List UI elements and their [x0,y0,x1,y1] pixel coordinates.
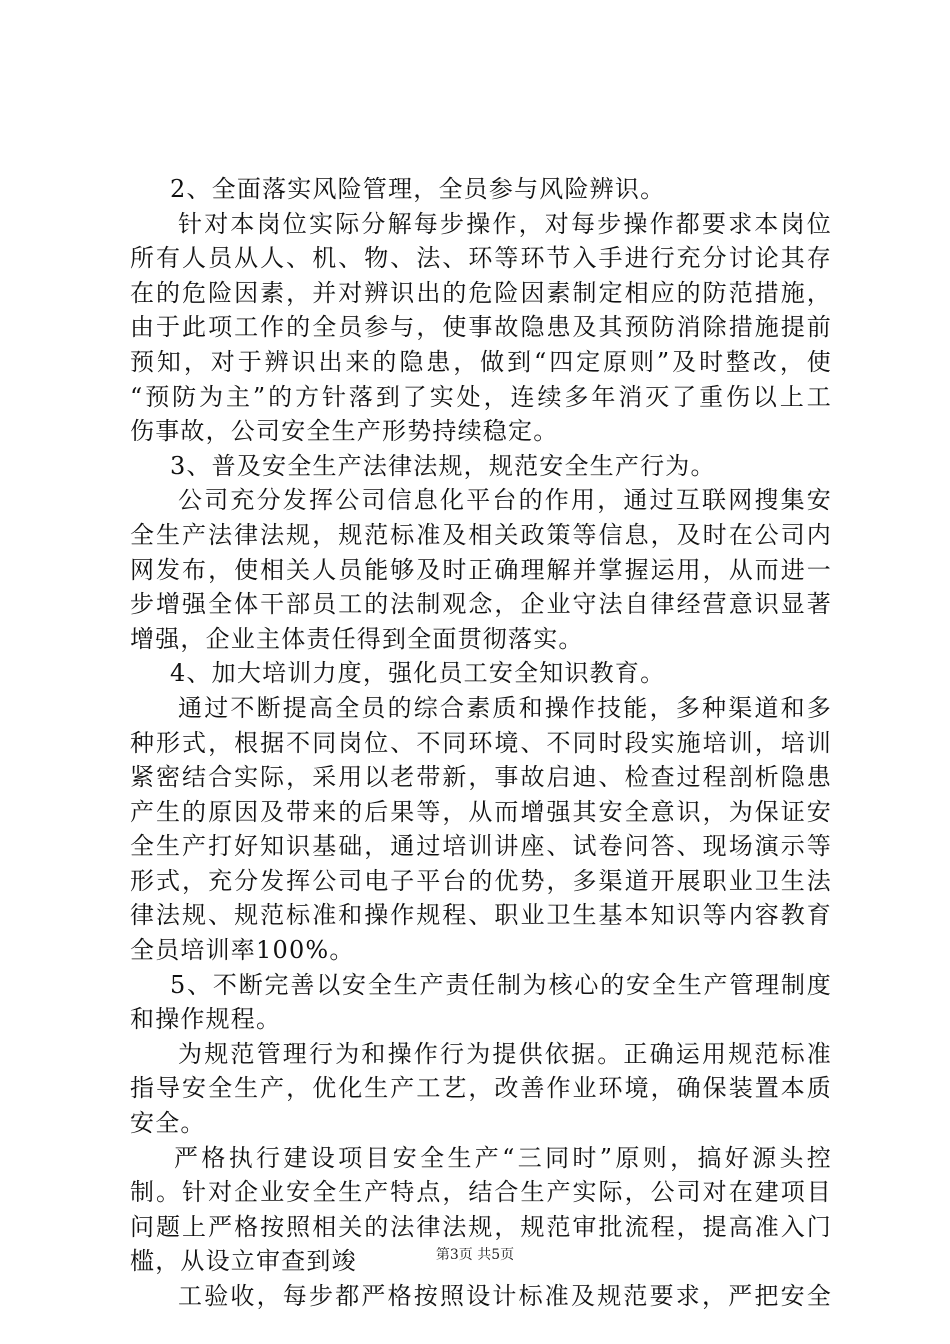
paragraph-line: 全生产法律法规，规范标准及相关政策等信息，及时在公司内 [130,520,832,549]
page-footer: 第3页 共5页 [435,1247,515,1263]
paragraph-line: 和操作规程。 [130,1005,282,1034]
paragraph-line: 增强，企业主体责任得到全面贯彻落实。 [130,624,584,653]
section-heading-3: 3、普及安全生产法律法规，规范安全生产行为。 [170,451,716,480]
paragraph-line: 形式，充分发挥公司电子平台的优势，多渠道开展职业卫生法 [130,866,832,895]
paragraph-line: 律法规、规范标准和操作规程、职业卫生基本知识等内容教育 [130,901,832,930]
paragraph-line: 工验收，每步都严格按照设计标准及规范要求，严把安全 [178,1282,832,1310]
paragraph-line: 种形式，根据不同岗位、不同环境、不同时段实施培训，培训 [130,728,832,757]
paragraph-line: 全员培训率100%。 [130,936,355,965]
paragraph-line: 步增强全体干部员工的法制观念，企业守法自律经营意识显著 [130,590,832,619]
body-text [130,172,832,1314]
paragraph-line: 公司充分发挥公司信息化平台的作用，通过互联网搜集安 [178,486,832,515]
paragraph-line: 所有人员从人、机、物、法、环等环节入手进行充分讨论其存 [130,244,832,273]
paragraph-line: 网发布，使相关人员能够及时正确理解并掌握运用，从而进一 [130,555,832,584]
section-heading-2: 2、全面落实风险管理，全员参与风险辨识。 [170,175,666,203]
paragraph-line: 预知，对于辨识出来的隐患，做到“四定原则”及时整改，使 [130,347,832,376]
paragraph-line: 指导安全生产，优化生产工艺，改善作业环境，确保装置本质 [130,1074,832,1103]
paragraph-line: 通过不断提高全员的综合素质和操作技能，多种渠道和多 [178,693,832,722]
section-heading-4: 4、加大培训力度，强化员工安全知识教育。 [170,659,666,688]
paragraph-line: 为规范管理行为和操作行为提供依据。正确运用规范标准 [178,1039,832,1068]
paragraph-line: “预防为主”的方针落到了实处，连续多年消灭了重伤以上工 [130,382,832,411]
paragraph-line: 槛，从设立审查到竣 [130,1247,357,1276]
paragraph-line: 伤事故，公司安全生产形势持续稳定。 [130,417,559,446]
paragraph-line: 制。针对企业安全生产特点，结合生产实际，公司对在建项目 [130,1178,832,1207]
section-heading-5: 5、不断完善以安全生产责任制为核心的安全生产管理制度 [170,970,832,999]
paragraph-line: 针对本岗位实际分解每步操作，对每步操作都要求本岗位 [178,209,832,238]
paragraph-line: 由于此项工作的全员参与，使事故隐患及其预防消除措施提前 [130,313,832,342]
paragraph-line: 产生的原因及带来的后果等，从而增强其安全意识，为保证安 [130,797,832,826]
paragraph-line: 问题上严格按照相关的法律法规，规范审批流程，提高准入门 [130,1212,832,1241]
paragraph-line: 在的危险因素，并对辨识出的危险因素制定相应的防范措施， [130,278,832,307]
paragraph-line: 紧密结合实际，采用以老带新，事故启迪、检查过程剖析隐患 [130,763,832,792]
paragraph-line: 全生产打好知识基础，通过培训讲座、试卷问答、现场演示等 [130,832,832,861]
paragraph-line: 安全。 [130,1109,206,1138]
paragraph-line: 严格执行建设项目安全生产“三同时”原则，搞好源头控 [174,1143,832,1172]
